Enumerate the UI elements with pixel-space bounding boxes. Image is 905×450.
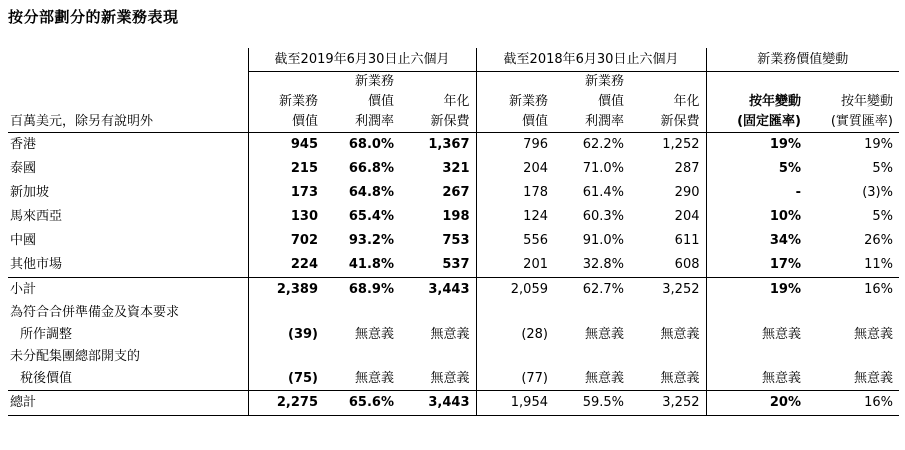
hdr-nbv18-1: 新業務 [476,92,554,112]
cell: 267 [442,185,470,200]
cell: 無意義 [807,368,899,391]
cell: 3,443 [400,391,476,416]
cell: 62.2% [554,133,630,158]
cell: 287 [674,161,700,176]
hdr-margin18-1: 價值 [597,94,624,109]
cell: 34% [706,229,807,253]
cell: (75) [248,368,324,391]
cell: (28) [476,324,554,346]
hdr-margin-top: 新業務 [354,74,394,89]
cell: 無意義 [584,327,624,342]
row-label: 泰國 [10,161,37,176]
hdr-aer-1: 按年變動 [840,94,893,109]
hdr-nbv18-2: 價值 [476,112,554,133]
cell: (39) [248,324,324,346]
hdr-margin18-top: 新業務 [584,74,624,89]
cell: 178 [476,181,554,205]
cell: 19% [807,133,899,158]
cell: 556 [476,229,554,253]
cell: 1,252 [630,133,706,158]
cell: 無意義 [706,324,807,346]
row-label: 總計 [8,391,248,416]
cell: 20% [706,391,807,416]
cell: 19% [706,133,807,158]
row-label: 香港 [8,133,248,158]
cell: 無意義 [324,368,400,391]
header-row-2 [8,92,899,112]
cell: 173 [248,181,324,205]
cell: 62.7% [554,278,630,303]
cell: 93.2% [348,233,394,248]
cell: 65.4% [348,209,394,224]
cell: 64.8% [348,185,394,200]
cell: 無意義 [354,327,394,342]
cell: 608 [674,257,700,272]
cell: 611 [674,233,700,248]
cell: 1,367 [400,133,476,158]
row-label: 為符合合併準備金及資本要求 [10,305,180,320]
table-row [8,157,899,181]
cell: 3,252 [630,278,706,303]
hdr-margin18-2: 利潤率 [554,112,630,133]
cell: 32.8% [582,257,624,272]
table-row [8,229,899,253]
cell: 66.8% [348,161,394,176]
hdr-aer-2: (實質匯率) [807,112,899,133]
cell: 3,443 [400,278,476,303]
cell: 無意義 [554,368,630,391]
cell: 60.3% [582,209,624,224]
hdr-ape18-1: 年化 [673,94,700,109]
cell: 796 [476,133,554,158]
cell: 945 [248,133,324,158]
table-row [8,133,899,158]
row-label: 未分配集團總部開支的 [10,349,141,364]
hdr-cer-2: (固定匯率) [706,112,807,133]
cell: 2,059 [476,278,554,303]
row-label: 新加坡 [10,185,50,200]
table-row [8,205,899,229]
cell: 無意義 [706,368,807,391]
adj1-label-row [8,302,899,324]
cell: 124 [476,205,554,229]
total-row [8,391,899,416]
cell: 26% [864,233,893,248]
new-business-table [8,48,899,416]
row-label: 稅後價值 [8,368,248,391]
cell: 224 [248,253,324,278]
adj2-row [8,368,899,391]
cell: 19% [706,278,807,303]
cell: 5% [872,209,893,224]
cell: 17% [706,253,807,278]
hdr-margin-1: 價值 [367,94,394,109]
cell: (77) [476,368,554,391]
page-title: 按分部劃分的新業務表現 [8,8,179,26]
cell: 68.9% [324,278,400,303]
cell: 1,954 [476,391,554,416]
cell: 3,252 [630,391,706,416]
hdr-ape-1: 年化 [443,94,470,109]
hdr-ape-2: 新保費 [400,112,476,133]
cell: 無意義 [853,327,893,342]
group-change-header: 新業務價值變動 [706,48,899,72]
group-header-row [8,48,899,72]
cell: 2,275 [248,391,324,416]
cell: 16% [807,278,899,303]
group-2018-header: 截至2018年6月30日止六個月 [476,48,706,72]
unit-label: 百萬美元，除另有說明外 [8,112,248,133]
cell: 130 [248,205,324,229]
header-row-3 [8,112,899,133]
row-label: 其他市場 [10,257,63,272]
cell: 59.5% [554,391,630,416]
cell: 537 [442,257,470,272]
cell: 61.4% [582,185,624,200]
hdr-margin-2: 利潤率 [324,112,400,133]
cell: 10% [706,205,807,229]
cell: 68.0% [324,133,400,158]
hdr-nbv-1: 新業務 [248,92,324,112]
cell: 753 [442,233,470,248]
cell: (3)% [862,185,893,200]
adj2-label-row [8,346,899,368]
group-2019-header: 截至2019年6月30日止六個月 [248,48,476,72]
cell: 無意義 [400,368,476,391]
table-row [8,181,899,205]
hdr-nbv-2: 價值 [248,112,324,133]
cell: 290 [674,185,700,200]
table-row [8,253,899,278]
cell: 5% [872,161,893,176]
hdr-cer-1: 按年變動 [706,92,807,112]
cell: 41.8% [348,257,394,272]
cell: 2,389 [248,278,324,303]
cell: 91.0% [582,233,624,248]
adj1-row [8,324,899,346]
cell: 204 [674,209,700,224]
cell: 71.0% [582,161,624,176]
cell: 16% [807,391,899,416]
cell: 65.6% [324,391,400,416]
cell: 198 [442,209,470,224]
cell: 215 [248,157,324,181]
row-label: 小計 [8,278,248,303]
cell: 204 [476,157,554,181]
row-label: 所作調整 [20,327,73,342]
cell: 無意義 [430,327,470,342]
cell: 無意義 [660,327,700,342]
row-label: 中國 [10,233,37,248]
hdr-ape18-2: 新保費 [630,112,706,133]
row-label: 馬來西亞 [10,209,63,224]
cell: 702 [248,229,324,253]
cell: 11% [864,257,893,272]
cell: 201 [476,253,554,278]
cell: 無意義 [630,368,706,391]
subtotal-row [8,278,899,303]
cell: 5% [706,157,807,181]
cell: 321 [442,161,470,176]
header-row-1 [8,72,899,93]
cell: - [706,181,807,205]
